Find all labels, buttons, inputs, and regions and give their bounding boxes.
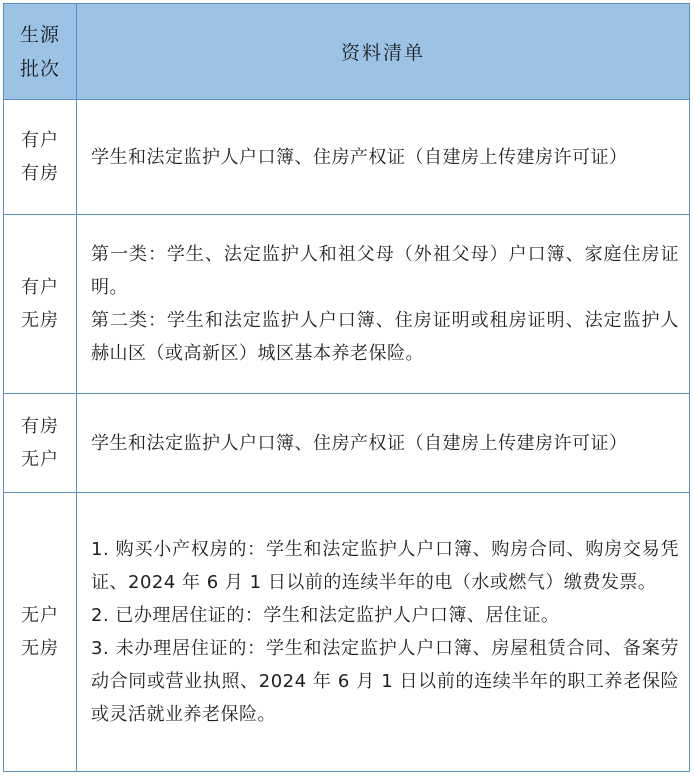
batch-line1: 有房 (21, 416, 59, 437)
materials-cell (77, 215, 690, 394)
header-batch-cell (4, 4, 77, 100)
table-row (4, 100, 690, 215)
materials-item: 3. 未办理居住证的：学生和法定监护人户口簿、房屋租赁合同、备案劳动合同或营业执照、2024 年 6 月 1 日以前的连续半年的职工养老保险或灵活就业养老保险。 (91, 638, 679, 725)
batch-line1: 有户 (21, 277, 59, 298)
batch-cell (4, 100, 77, 215)
materials-item: 2. 已办理居住证的：学生和法定监护人户口簿、居住证。 (91, 605, 560, 626)
batch-cell (4, 215, 77, 394)
materials-cell (77, 394, 690, 493)
header-batch-line2: 批次 (19, 57, 60, 80)
batch-line1: 无户 (21, 605, 59, 626)
table-row (4, 215, 690, 394)
batch-cell (4, 493, 77, 772)
materials-item: 学生和法定监护人户口簿、住房产权证（自建房上传建房许可证） (91, 146, 628, 168)
batch-line1: 有户 (21, 130, 59, 151)
batch-cell (4, 394, 77, 493)
materials-table (3, 3, 690, 772)
table-row (4, 493, 690, 772)
batch-line2: 无户 (21, 449, 59, 470)
header-list-label: 资料清单 (340, 42, 425, 64)
materials-cell (77, 493, 690, 772)
header-list-cell (77, 4, 690, 100)
table-header-row (4, 4, 690, 100)
batch-line2: 有房 (21, 163, 59, 184)
batch-line2: 无房 (21, 638, 59, 659)
materials-item: 1. 购买小产权房的：学生和法定监护人户口簿、购房合同、购房交易凭证、2024 年 6 月 1 日以前的连续半年的电（水或燃气）缴费发票。 (91, 539, 679, 593)
materials-item: 第二类：学生和法定监护人户口簿、住房证明或租房证明、法定监护人赫山区（或高新区）城区基本养老保险。 (91, 310, 679, 364)
table-row (4, 394, 690, 493)
materials-item: 第一类：学生、法定监护人和祖父母（外祖父母）户口簿、家庭住房证明。 (91, 244, 679, 298)
batch-line2: 无房 (21, 310, 59, 331)
materials-item: 学生和法定监护人户口簿、住房产权证（自建房上传建房许可证） (91, 432, 628, 454)
header-batch-line1: 生源 (19, 23, 60, 46)
materials-cell (77, 100, 690, 215)
